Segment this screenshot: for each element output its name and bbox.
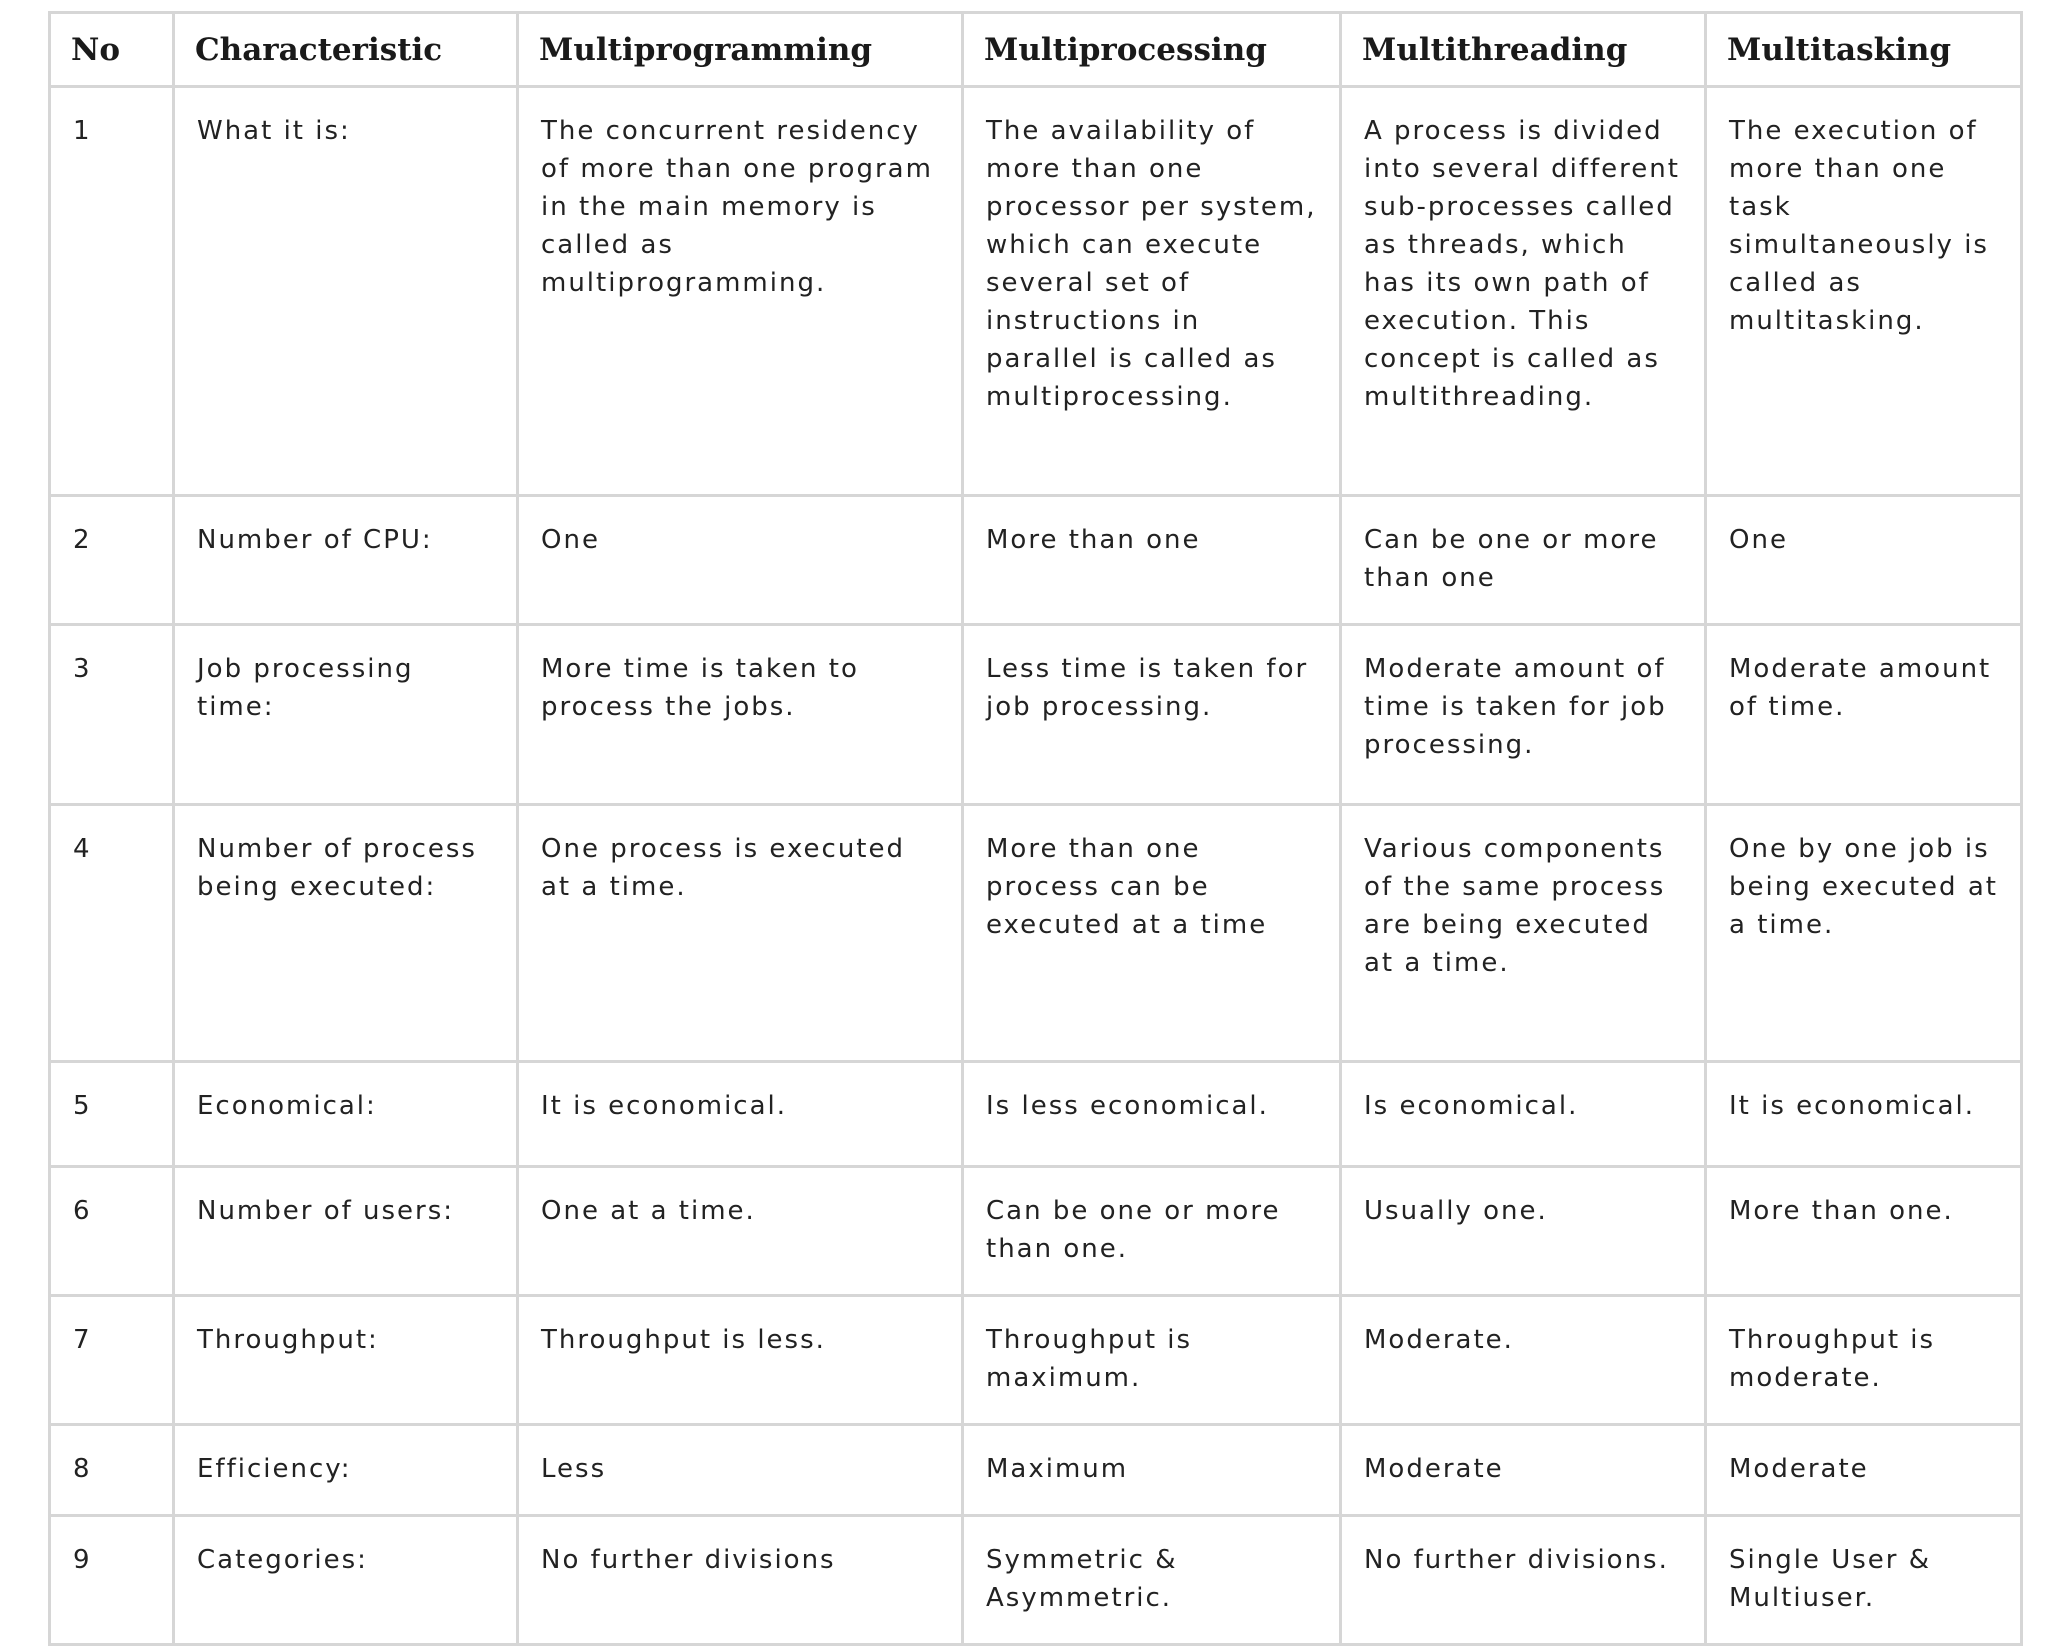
row-number: 7 bbox=[50, 1296, 174, 1425]
multithreading-cell: Moderate bbox=[1341, 1425, 1706, 1516]
multithreading-cell: Various components of the same process are being executed at a time. bbox=[1341, 805, 1706, 1062]
row-number: 8 bbox=[50, 1425, 174, 1516]
characteristic-cell: Economical: bbox=[174, 1062, 518, 1167]
table-row bbox=[50, 1167, 2022, 1296]
multitasking-cell: More than one. bbox=[1706, 1167, 2022, 1296]
multithreading-cell: A process is divided into several different sub-processes called as threads, which has its own path of execution. This concept is called as multithreading. bbox=[1341, 87, 1706, 496]
multiprocessing-cell: Less time is taken for job processing. bbox=[963, 625, 1341, 805]
multithreading-cell: Is economical. bbox=[1341, 1062, 1706, 1167]
multitasking-cell: It is economical. bbox=[1706, 1062, 2022, 1167]
multiprocessing-cell: Throughput is maximum. bbox=[963, 1296, 1341, 1425]
multithreading-cell: Can be one or more than one bbox=[1341, 496, 1706, 625]
multiprocessing-cell: More than one bbox=[963, 496, 1341, 625]
multiprocessing-cell: Symmetric & Asymmetric. bbox=[963, 1516, 1341, 1645]
comparison-table bbox=[48, 11, 2023, 1646]
characteristic-cell: Number of users: bbox=[174, 1167, 518, 1296]
header-row bbox=[50, 13, 2022, 87]
multiprogramming-cell: One process is executed at a time. bbox=[518, 805, 963, 1062]
multitasking-cell: One bbox=[1706, 496, 2022, 625]
characteristic-cell: What it is: bbox=[174, 87, 518, 496]
multitasking-cell: Single User & Multiuser. bbox=[1706, 1516, 2022, 1645]
multitasking-cell: Throughput is moderate. bbox=[1706, 1296, 2022, 1425]
multiprogramming-cell: Less bbox=[518, 1425, 963, 1516]
multiprogramming-cell: One bbox=[518, 496, 963, 625]
multitasking-cell: One by one job is being executed at a time. bbox=[1706, 805, 2022, 1062]
multiprogramming-cell: No further divisions bbox=[518, 1516, 963, 1645]
multiprogramming-cell: The concurrent residency of more than one program in the main memory is called as multiprogramming. bbox=[518, 87, 963, 496]
header-multiprogramming: Multiprogramming bbox=[518, 13, 963, 87]
multiprocessing-cell: Can be one or more than one. bbox=[963, 1167, 1341, 1296]
table-row bbox=[50, 1296, 2022, 1425]
multitasking-cell: Moderate bbox=[1706, 1425, 2022, 1516]
table-row bbox=[50, 625, 2022, 805]
header-multithreading: Multithreading bbox=[1341, 13, 1706, 87]
multiprogramming-cell: One at a time. bbox=[518, 1167, 963, 1296]
multiprocessing-cell: Is less economical. bbox=[963, 1062, 1341, 1167]
table-row bbox=[50, 496, 2022, 625]
multiprogramming-cell: It is economical. bbox=[518, 1062, 963, 1167]
characteristic-cell: Efficiency: bbox=[174, 1425, 518, 1516]
table-row bbox=[50, 1425, 2022, 1516]
characteristic-cell: Categories: bbox=[174, 1516, 518, 1645]
table-header bbox=[50, 13, 2022, 87]
table-row bbox=[50, 1062, 2022, 1167]
multiprocessing-cell: Maximum bbox=[963, 1425, 1341, 1516]
multithreading-cell: Moderate amount of time is taken for job processing. bbox=[1341, 625, 1706, 805]
characteristic-cell: Throughput: bbox=[174, 1296, 518, 1425]
table-body bbox=[50, 87, 2022, 1645]
multitasking-cell: Moderate amount of time. bbox=[1706, 625, 2022, 805]
table-row bbox=[50, 805, 2022, 1062]
multiprogramming-cell: Throughput is less. bbox=[518, 1296, 963, 1425]
row-number: 4 bbox=[50, 805, 174, 1062]
multithreading-cell: Moderate. bbox=[1341, 1296, 1706, 1425]
row-number: 1 bbox=[50, 87, 174, 496]
table-row bbox=[50, 1516, 2022, 1645]
multitasking-cell: The execution of more than one task simultaneously is called as multitasking. bbox=[1706, 87, 2022, 496]
row-number: 3 bbox=[50, 625, 174, 805]
multithreading-cell: Usually one. bbox=[1341, 1167, 1706, 1296]
characteristic-cell: Job processing time: bbox=[174, 625, 518, 805]
header-characteristic: Characteristic bbox=[174, 13, 518, 87]
multiprogramming-cell: More time is taken to process the jobs. bbox=[518, 625, 963, 805]
header-no: No bbox=[50, 13, 174, 87]
row-number: 2 bbox=[50, 496, 174, 625]
row-number: 6 bbox=[50, 1167, 174, 1296]
characteristic-cell: Number of process being executed: bbox=[174, 805, 518, 1062]
multiprocessing-cell: The availability of more than one processor per system, which can execute several set of instructions in parallel is called as multiprocessing. bbox=[963, 87, 1341, 496]
multithreading-cell: No further divisions. bbox=[1341, 1516, 1706, 1645]
characteristic-cell: Number of CPU: bbox=[174, 496, 518, 625]
row-number: 9 bbox=[50, 1516, 174, 1645]
header-multitasking: Multitasking bbox=[1706, 13, 2022, 87]
header-multiprocessing: Multiprocessing bbox=[963, 13, 1341, 87]
row-number: 5 bbox=[50, 1062, 174, 1167]
table-row bbox=[50, 87, 2022, 496]
multiprocessing-cell: More than one process can be executed at a time bbox=[963, 805, 1341, 1062]
